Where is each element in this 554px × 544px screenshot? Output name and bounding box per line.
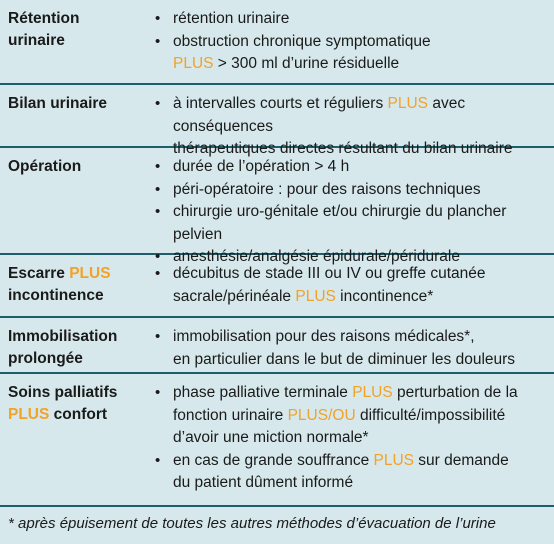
text-segment: durée de l’opération > 4 h: [173, 158, 350, 175]
text-segment: confort: [49, 406, 108, 423]
row-label: [8, 382, 148, 426]
row-soins-palliatifs: [0, 374, 554, 507]
row-operation: [0, 148, 554, 265]
text-segment: immobilisation pour des raisons médicales*,: [173, 328, 475, 345]
text-segment: Immobilisation: [8, 328, 118, 345]
text-segment: d’avoir une miction normale*: [173, 429, 369, 446]
footnote: * après épuisement de toutes les autres méthodes d’évacuation de l’urine: [8, 515, 496, 532]
bullet-icon: •: [155, 248, 161, 265]
list-item: [155, 382, 550, 450]
row-label: [8, 263, 148, 307]
text-segment: Opération: [8, 158, 82, 175]
plus-keyword: PLUS: [373, 451, 414, 469]
row-bilan: [0, 85, 554, 157]
text-segment: incontinence*: [335, 287, 434, 305]
text-segment: prolongée: [8, 350, 83, 367]
row-retention: [0, 0, 554, 85]
bullet-icon: •: [155, 32, 161, 50]
bullet-icon: •: [155, 203, 161, 220]
list-item: [155, 450, 550, 495]
text-segment: en cas de grande souffrance: [173, 451, 374, 469]
text-segment: décubitus de stade III ou IV ou greffe cutanée: [173, 265, 486, 282]
row-label: [8, 93, 148, 115]
list-item: [155, 263, 550, 308]
bullet-icon: •: [155, 265, 161, 282]
text-segment: sur demande: [414, 451, 509, 469]
text-segment: > 300 ml d’urine résiduelle: [213, 55, 400, 72]
text-segment: phase palliative terminale: [173, 384, 353, 401]
plus-keyword: PLUS: [69, 265, 111, 282]
row-escarre: [0, 255, 554, 318]
list-item: [155, 179, 550, 202]
text-segment: incontinence: [8, 287, 104, 304]
bullet-icon: •: [155, 158, 161, 175]
plus-keyword: PLUS: [387, 95, 429, 112]
text-segment: péri-opératoire : pour des raisons techniques: [173, 180, 481, 198]
bullet-icon: •: [155, 10, 161, 27]
text-segment: urinaire: [8, 32, 65, 49]
row-items: [155, 263, 550, 308]
row-label: [8, 326, 148, 370]
bullet-icon: •: [155, 384, 161, 401]
plus-keyword: PLUS/OU: [287, 406, 356, 424]
text-segment: à intervalles courts et réguliers: [173, 95, 388, 112]
row-items: [155, 326, 550, 371]
text-segment: Escarre: [8, 265, 70, 282]
list-item: [155, 326, 550, 371]
list-item: [155, 201, 550, 246]
text-segment: obstruction chronique symptomatique: [173, 32, 431, 50]
bullet-icon: •: [155, 451, 161, 469]
bullet-icon: •: [155, 180, 161, 198]
row-items: [155, 382, 550, 495]
bullet-icon: •: [155, 95, 161, 112]
text-segment: rétention urinaire: [173, 10, 290, 27]
text-segment: anesthésie/analgésie épidurale/péridurale: [173, 248, 460, 265]
row-label: [8, 156, 148, 178]
plus-keyword: PLUS: [173, 55, 214, 72]
row-items: [155, 156, 550, 269]
text-segment: sacrale/périnéale: [173, 287, 296, 305]
text-segment: Rétention: [8, 10, 80, 27]
text-segment: fonction urinaire: [173, 406, 288, 424]
row-label: [8, 8, 148, 52]
list-item: [155, 31, 550, 76]
bullet-icon: •: [155, 328, 161, 345]
text-segment: en particulier dans le but de diminuer les douleurs: [173, 350, 516, 368]
plus-keyword: PLUS: [295, 287, 336, 305]
row-immobilisation: [0, 318, 554, 374]
text-segment: avec conséquences: [173, 95, 466, 135]
text-segment: thérapeutiques directes résultant du bilan urinaire: [173, 140, 513, 157]
text-segment: perturbation de la: [392, 384, 518, 401]
list-item: [155, 156, 550, 179]
text-segment: Bilan urinaire: [8, 95, 108, 112]
text-segment: difficulté/impossibilité: [355, 406, 506, 424]
text-segment: chirurgie uro-génitale et/ou chirurgie du plancher pelvien: [173, 203, 507, 243]
plus-keyword: PLUS: [8, 406, 50, 423]
plus-keyword: PLUS: [352, 384, 393, 401]
text-segment: du patient dûment informé: [173, 474, 354, 491]
text-segment: Soins palliatifs: [8, 384, 118, 401]
list-item: [155, 8, 550, 31]
row-items: [155, 8, 550, 76]
